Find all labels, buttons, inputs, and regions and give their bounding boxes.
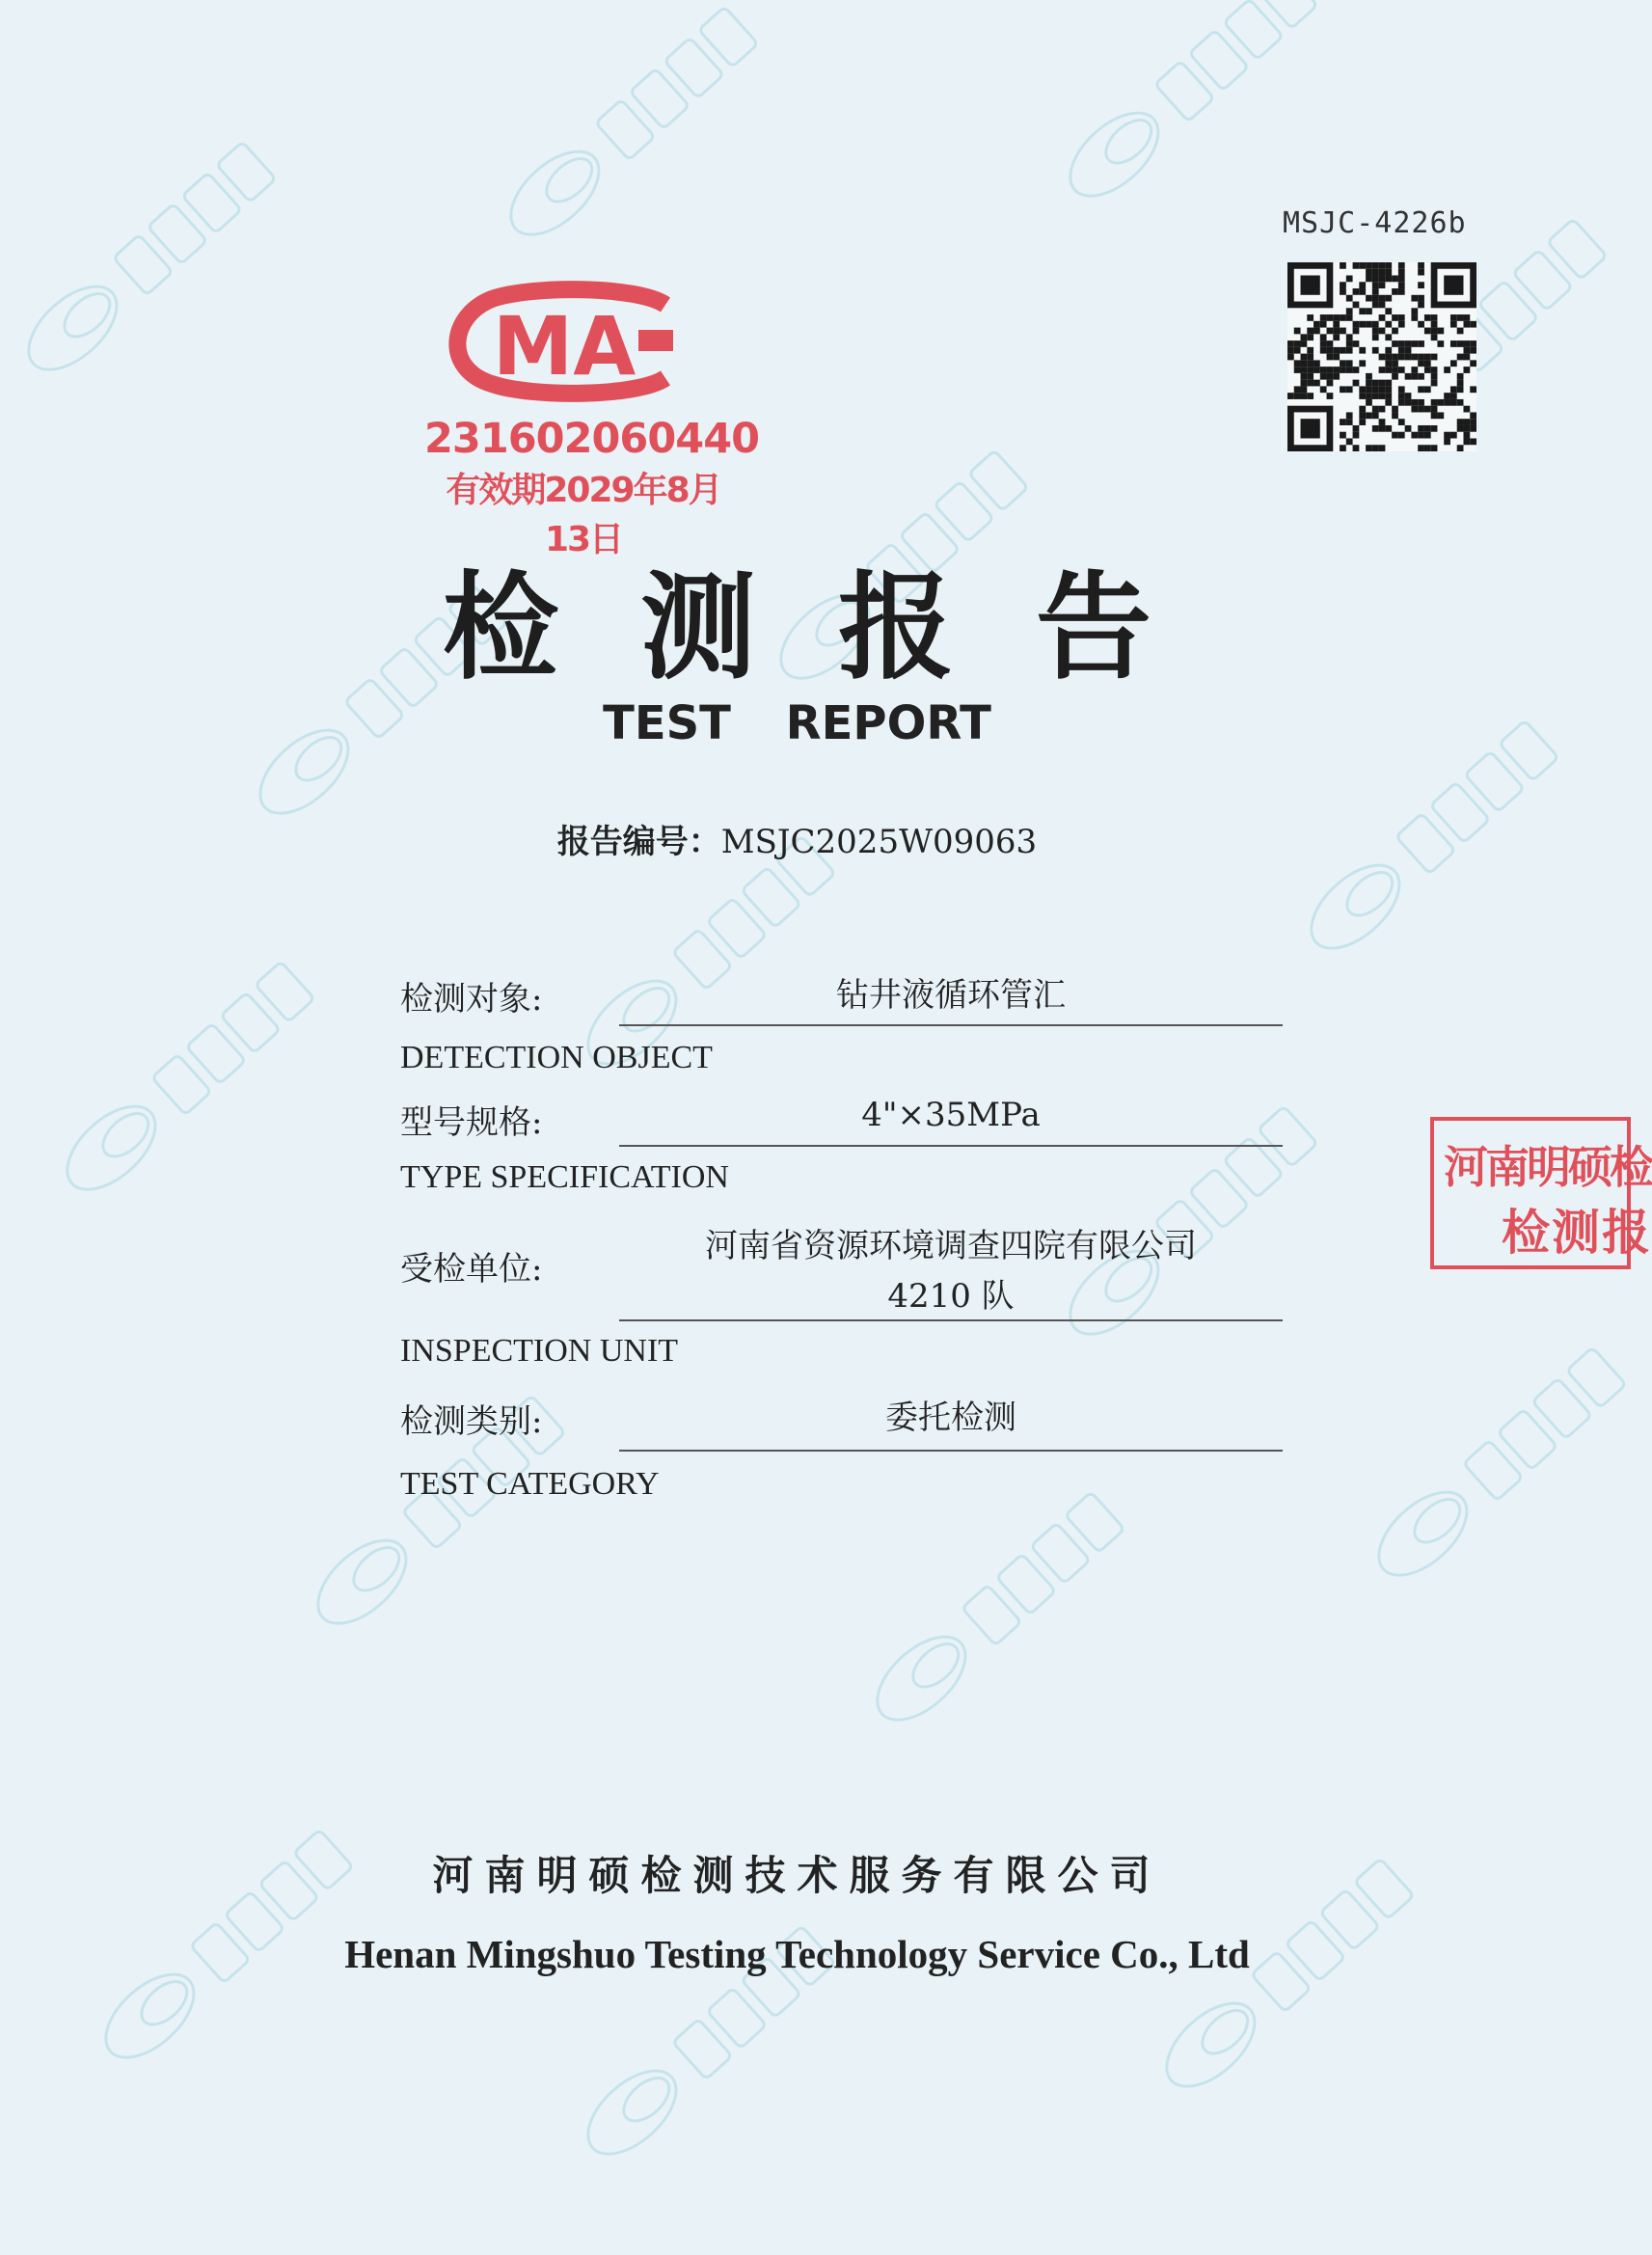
type-spec-label: 型号规格: bbox=[400, 1103, 543, 1142]
detection-object-underline bbox=[619, 1024, 1283, 1026]
report-number-label: 报告编号： bbox=[556, 823, 721, 861]
report-title-en bbox=[0, 696, 1594, 750]
ma-validity-date: 有效期2029年8月13日 bbox=[446, 471, 721, 559]
report-title-cn: 检测报告 bbox=[443, 559, 1233, 695]
type-spec-value: 4"×35MPa bbox=[861, 1096, 1041, 1134]
inspection-stamp bbox=[1430, 1117, 1652, 1269]
inspection-stamp-line2: 检测报 bbox=[1502, 1205, 1652, 1261]
inspection-unit-underline bbox=[619, 1319, 1283, 1321]
type-spec-label-en: TYPE SPECIFICATION bbox=[400, 1159, 729, 1195]
qr-code-icon bbox=[1287, 262, 1476, 451]
inspection-unit-label-en: INSPECTION UNIT bbox=[400, 1333, 679, 1369]
inspection-unit-value-line1: 河南省资源环境调查四院有限公司 bbox=[705, 1227, 1197, 1265]
company-name-cn: 河南明硕检测技术服务有限公司 bbox=[432, 1852, 1162, 1899]
test-category-label: 检测类别: bbox=[400, 1402, 543, 1441]
type-spec-underline bbox=[619, 1145, 1283, 1147]
document-code: MSJC-4226b bbox=[1283, 206, 1467, 240]
detection-object-label: 检测对象: bbox=[400, 980, 543, 1019]
inspection-unit-label: 受检单位: bbox=[400, 1250, 543, 1289]
test-category-label-en: TEST CATEGORY bbox=[400, 1466, 660, 1502]
title-en-word-test: TEST bbox=[603, 696, 731, 750]
test-category-value: 委托检测 bbox=[885, 1399, 1016, 1437]
report-number-value: MSJC2025W09063 bbox=[720, 823, 1038, 861]
inspection-unit-value-line2: 4210 队 bbox=[887, 1277, 1015, 1316]
ma-certificate-number: 231602060440 bbox=[424, 415, 760, 463]
title-en-word-report: REPORT bbox=[785, 696, 991, 750]
ma-logo-text: MA bbox=[492, 299, 636, 394]
detection-object-label-en: DETECTION OBJECT bbox=[400, 1040, 713, 1075]
report-number bbox=[0, 815, 1594, 862]
detection-object-value: 钻井液循环管汇 bbox=[836, 976, 1066, 1015]
company-name-en: Henan Mingshuo Testing Technology Service Co., Ltd bbox=[344, 1932, 1250, 1976]
test-category-underline bbox=[619, 1450, 1283, 1452]
inspection-stamp-line1: 河南明硕检 bbox=[1444, 1141, 1651, 1193]
